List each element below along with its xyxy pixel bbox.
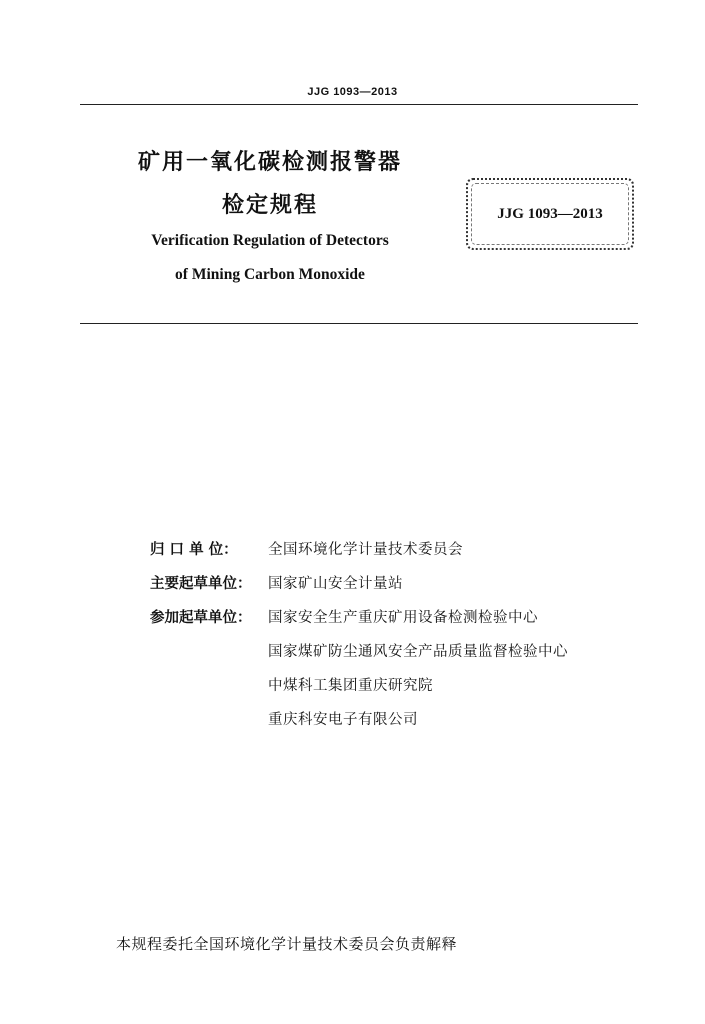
title-chinese-line1: 矿用一氧化碳检测报警器 [137,150,402,175]
header-rule [80,104,638,105]
credit-row-participant-continuation [150,708,568,742]
standard-code: JJG 1093—2013 [497,205,603,222]
running-header-code: JJG 1093—2013 [307,86,398,98]
authority-value: 全国环境化学计量技术委员会 [268,542,463,558]
authority-label: 归 口 单 位： [150,542,238,558]
participants-label: 参加起草单位： [150,610,252,626]
participant-item: 重庆科安电子有限公司 [268,712,418,728]
credit-row-participant-continuation [150,640,568,674]
credit-row-authority [150,538,568,572]
main-drafter-label: 主要起草单位： [150,576,252,592]
participant-item: 中煤科工集团重庆研究院 [268,678,433,694]
title-english-line1: Verification Regulation of Detectors [151,232,389,249]
credit-row-main-drafter [150,572,568,606]
title-english-line2: of Mining Carbon Monoxide [175,266,365,283]
credit-row-participant-continuation [150,674,568,708]
participant-item: 国家安全生产重庆矿用设备检测检验中心 [268,610,538,626]
drafting-credits [150,538,568,742]
main-drafter-value: 国家矿山安全计量站 [268,576,403,592]
standard-code-box [466,178,634,250]
title-rule [80,323,638,324]
title-chinese-line2: 检定规程 [221,193,318,218]
credit-row-participants [150,606,568,640]
interpretation-note: 本规程委托全国环境化学计量技术委员会负责解释 [116,935,458,953]
participant-item: 国家煤矿防尘通风安全产品质量监督检验中心 [268,644,568,660]
